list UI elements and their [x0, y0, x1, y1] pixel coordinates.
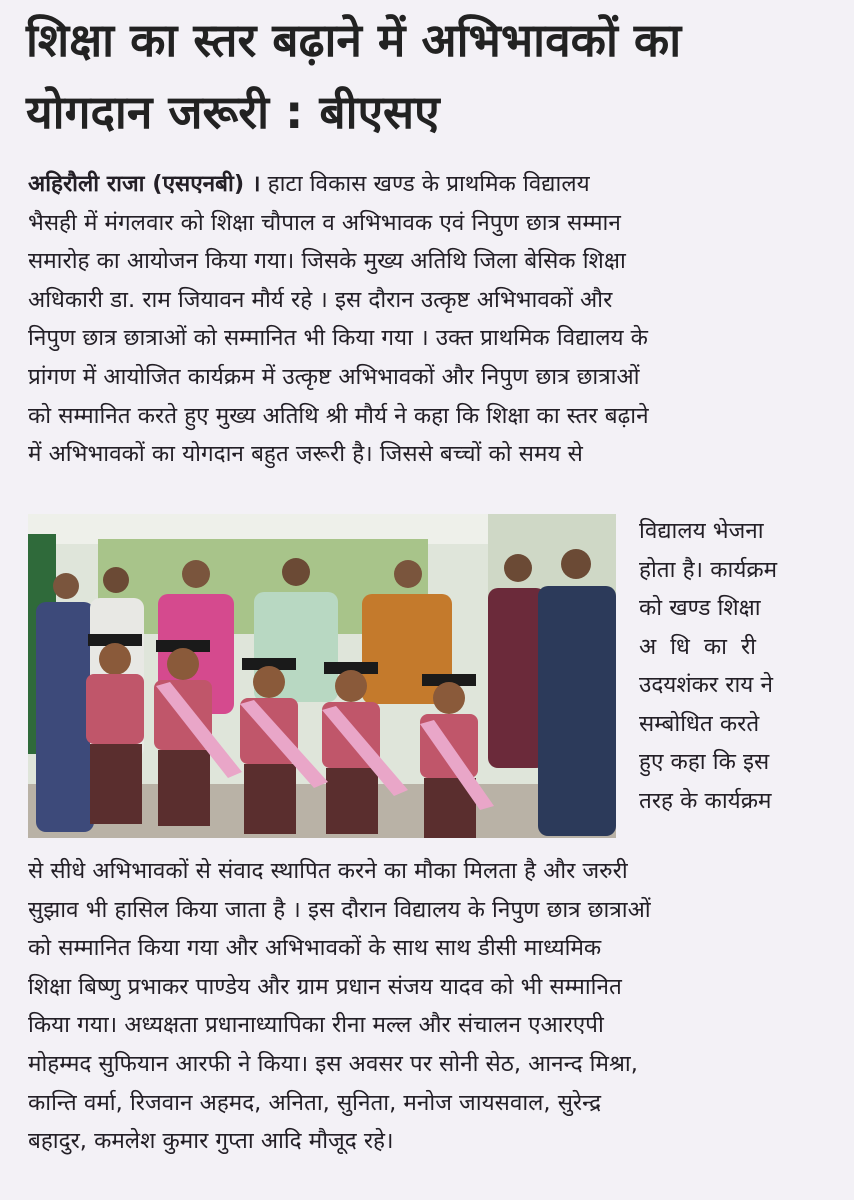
body-line: सम्बोधित करते [639, 710, 760, 737]
news-photo-illustration [28, 514, 616, 838]
body-line: कान्ति वर्मा, रिजवान अहमद, अनिता, सुनिता, मनोज जायसवाल, सुरेन्द्र [28, 1089, 602, 1116]
headline-line-1: शिक्षा का स्तर बढ़ाने में अभिभावकों का [26, 13, 682, 67]
headline-line-2: योगदान जरूरी : बीएसए [26, 85, 440, 139]
body-line: प्रांगण में आयोजित कार्यक्रम में उत्कृष्ट अभिभावकों और निपुण छात्र छात्राओं [28, 363, 640, 390]
body-line: में अभिभावकों का योगदान बहुत जरूरी है। जिससे बच्चों को समय से [28, 441, 583, 468]
dateline: अहिरौली राजा (एसएनबी) । [28, 171, 261, 197]
body-line: अधिकारी डा. राम जियावन मौर्य रहे । इस दौरान उत्कृष्ट अभिभावकों और [28, 286, 613, 313]
news-photo [28, 514, 616, 838]
body-line: शिक्षा बिष्णु प्रभाकर पाण्डेय और ग्राम प्रधान संजय यादव को भी सम्मानित [28, 973, 622, 1000]
body-line: मोहम्मद सुफियान आरफी ने किया। इस अवसर पर सोनी सेठ, आनन्द मिश्रा, [28, 1050, 638, 1077]
body-line: भैसही में मंगलवार को शिक्षा चौपाल व अभिभावक एवं निपुण छात्र सम्मान [28, 209, 621, 236]
body-line: विद्यालय भेजना [639, 518, 764, 544]
body-line: को खण्ड शिक्षा [639, 595, 761, 621]
body-line: किया गया। अध्यक्षता प्रधानाध्यापिका रीना मल्ल और संचालन एआरएपी [28, 1012, 604, 1039]
body-line: सुझाव भी हासिल किया जाता है । इस दौरान विद्यालय के निपुण छात्र छात्राओं [28, 896, 651, 923]
body-line: उदयशंकर राय ने [639, 672, 773, 698]
body-line: को सम्मानित किया गया और अभिभावकों के साथ साथ डीसी माध्यमिक [28, 935, 602, 962]
body-line: अधिकारी [639, 633, 770, 660]
body-line: बहादुर, कमलेश कुमार गुप्ता आदि मौजूद रहे। [28, 1128, 394, 1155]
article-body-top [28, 165, 834, 474]
body-line: होता है। कार्यक्रम [639, 556, 778, 583]
body-line: हुए कहा कि इस [639, 749, 770, 775]
body-line: से सीधे अभिभावकों से संवाद स्थापित करने का मौका मिलता है और जरुरी [28, 858, 628, 884]
article-body-bottom [28, 852, 834, 1161]
body-line: तरह के कार्यक्रम [639, 787, 772, 814]
body-line: को सम्मानित करते हुए मुख्य अतिथि श्री मौर्य ने कहा कि शिक्षा का स्तर बढ़ाने [28, 402, 649, 429]
headline [26, 4, 836, 148]
body-line: निपुण छात्र छात्राओं को सम्मानित भी किया गया । उक्त प्राथमिक विद्यालय के [28, 325, 648, 352]
article-body-side [639, 512, 839, 820]
body-line: हाटा विकास खण्ड के प्राथमिक विद्यालय [260, 171, 590, 197]
body-line: समारोह का आयोजन किया गया। जिसके मुख्य अतिथि जिला बेसिक शिक्षा [28, 248, 626, 275]
